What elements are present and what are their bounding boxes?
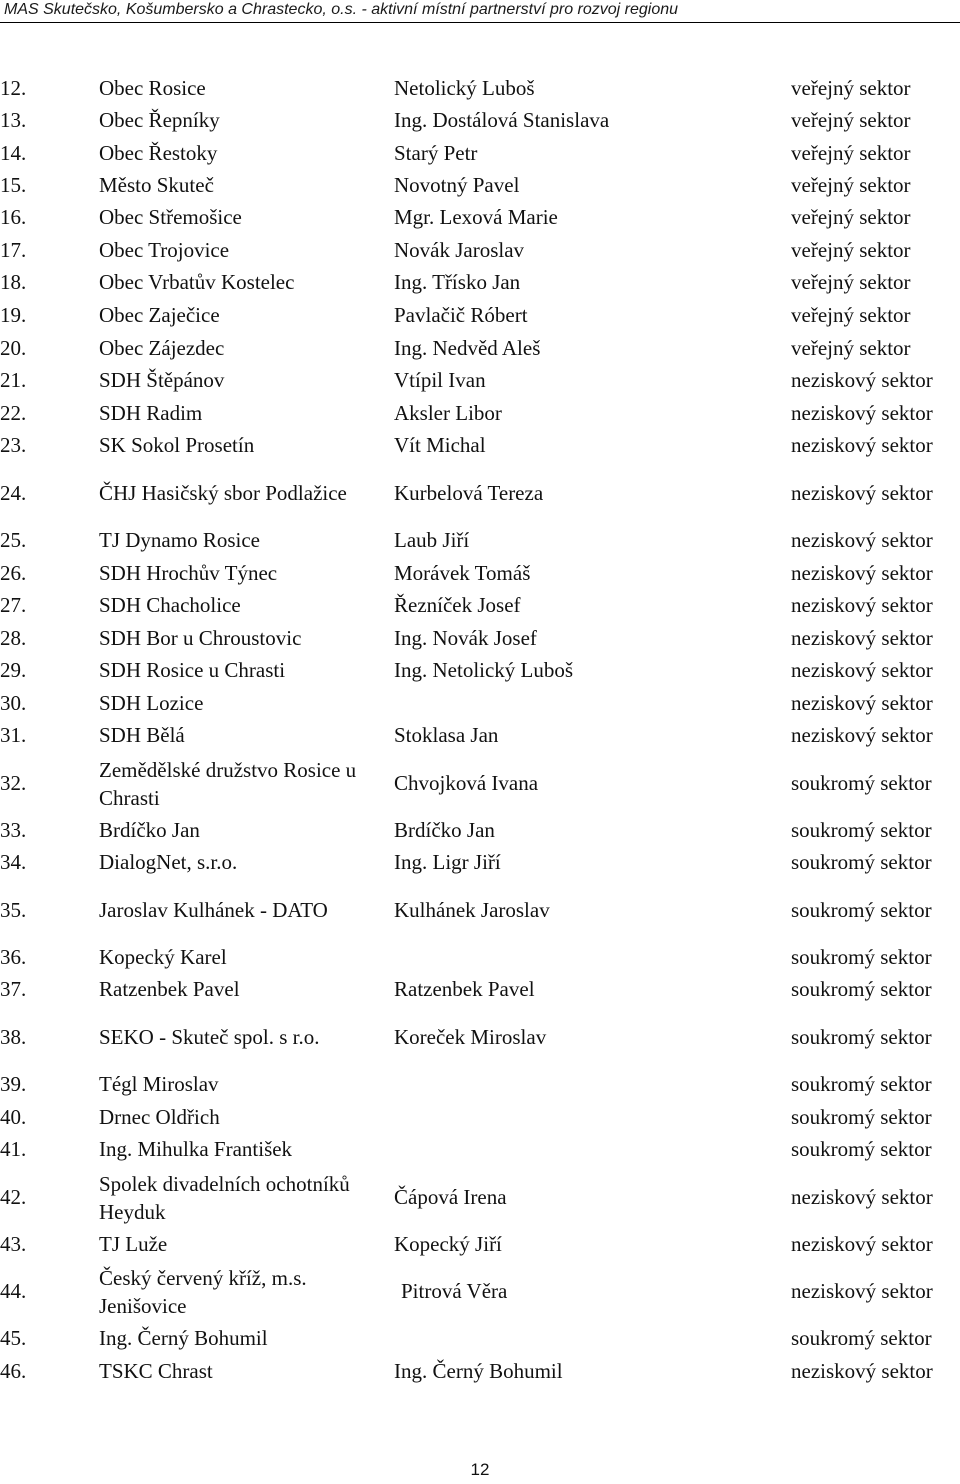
sector-label: neziskový sektor bbox=[791, 1232, 933, 1256]
row-number: 32. bbox=[0, 771, 27, 795]
row-number: 43. bbox=[0, 1232, 27, 1256]
sector-label: veřejný sektor bbox=[791, 76, 911, 100]
organization-name: Obec Trojovice bbox=[99, 238, 230, 262]
sector-label: neziskový sektor bbox=[791, 368, 933, 392]
row-number: 25. bbox=[0, 528, 27, 552]
page-number: 12 bbox=[470, 1460, 490, 1479]
row-number: 44. bbox=[0, 1279, 27, 1303]
organization-name: SDH Bělá bbox=[99, 723, 185, 747]
row-number: 39. bbox=[0, 1072, 27, 1096]
sector-label: neziskový sektor bbox=[791, 1359, 933, 1383]
organization-name: SK Sokol Prosetín bbox=[99, 433, 255, 457]
representative-name: Ing. Netolický Luboš bbox=[394, 658, 574, 682]
representative-name: Čápová Irena bbox=[394, 1185, 507, 1209]
organization-name: Obec Zaječice bbox=[99, 303, 220, 327]
row-number: 35. bbox=[0, 898, 27, 922]
row-number: 15. bbox=[0, 173, 27, 197]
sector-label: soukromý sektor bbox=[791, 945, 932, 969]
row-number: 33. bbox=[0, 818, 27, 842]
representative-name: Řezníček Josef bbox=[394, 593, 521, 617]
organization-name: TJ Luže bbox=[99, 1232, 168, 1256]
representative-name: Netolický Luboš bbox=[394, 76, 535, 100]
sector-label: soukromý sektor bbox=[791, 818, 932, 842]
row-number: 29. bbox=[0, 658, 27, 682]
representative-name: Kopecký Jiří bbox=[394, 1232, 502, 1256]
sector-label: veřejný sektor bbox=[791, 173, 911, 197]
sector-label: neziskový sektor bbox=[791, 401, 933, 425]
sector-label: veřejný sektor bbox=[791, 141, 911, 165]
sector-label: soukromý sektor bbox=[791, 977, 932, 1001]
organization-name: SDH Lozice bbox=[99, 691, 204, 715]
row-number: 34. bbox=[0, 850, 27, 874]
row-number: 21. bbox=[0, 368, 27, 392]
sector-label: neziskový sektor bbox=[791, 658, 933, 682]
organization-name: SDH Rosice u Chrasti bbox=[99, 658, 286, 682]
row-number: 19. bbox=[0, 303, 27, 327]
row-number: 40. bbox=[0, 1105, 27, 1129]
row-number: 41. bbox=[0, 1137, 27, 1161]
row-number: 17. bbox=[0, 238, 27, 262]
sector-label: soukromý sektor bbox=[791, 771, 932, 795]
row-number: 12. bbox=[0, 76, 27, 100]
sector-label: veřejný sektor bbox=[791, 303, 911, 327]
organization-name: Obec Řestoky bbox=[99, 141, 218, 165]
organization-name: Spolek divadelních ochotníků Heyduk bbox=[99, 1172, 350, 1224]
row-number: 23. bbox=[0, 433, 27, 457]
organization-name: Brdíčko Jan bbox=[99, 818, 200, 842]
row-number: 20. bbox=[0, 336, 27, 360]
representative-name: Aksler Libor bbox=[394, 401, 502, 425]
row-number: 38. bbox=[0, 1025, 27, 1049]
representative-name: Chvojková Ivana bbox=[394, 771, 539, 795]
representative-name: Stoklasa Jan bbox=[394, 723, 499, 747]
row-number: 16. bbox=[0, 205, 27, 229]
organization-name: Obec Střemošice bbox=[99, 205, 242, 229]
row-number: 30. bbox=[0, 691, 27, 715]
page-header: MAS Skutečsko, Košumbersko a Chrastecko, o.s. - aktivní místní partnerství pro rozvoj regionu bbox=[4, 1, 679, 18]
organization-name: Obec Řepníky bbox=[99, 108, 220, 132]
sector-label: veřejný sektor bbox=[791, 270, 911, 294]
sector-label: veřejný sektor bbox=[791, 205, 911, 229]
organization-name: Český červený kříž, m.s. Jenišovice bbox=[99, 1266, 307, 1318]
organization-name: Ing. Mihulka František bbox=[99, 1137, 293, 1161]
row-number: 46. bbox=[0, 1359, 27, 1383]
sector-label: neziskový sektor bbox=[791, 1279, 933, 1303]
sector-label: soukromý sektor bbox=[791, 1025, 932, 1049]
organization-name: Ing. Černý Bohumil bbox=[99, 1326, 268, 1350]
representative-name: Ing. Dostálová Stanislava bbox=[394, 108, 610, 132]
organization-name: ČHJ Hasičský sbor Podlažice bbox=[99, 481, 347, 505]
organization-name: SDH Štěpánov bbox=[99, 368, 225, 392]
row-number: 27. bbox=[0, 593, 27, 617]
representative-name: Morávek Tomáš bbox=[394, 561, 531, 585]
organization-name: SDH Chacholice bbox=[99, 593, 241, 617]
organization-name: SEKO - Skuteč spol. s r.o. bbox=[99, 1025, 320, 1049]
representative-name: Pitrová Věra bbox=[401, 1279, 508, 1303]
representative-name: Ing. Třísko Jan bbox=[394, 270, 521, 294]
sector-label: soukromý sektor bbox=[791, 1072, 932, 1096]
organization-name: TSKC Chrast bbox=[99, 1359, 213, 1383]
representative-name: Novák Jaroslav bbox=[394, 238, 525, 262]
representative-name: Vtípil Ivan bbox=[394, 368, 486, 392]
representative-name: Ing. Černý Bohumil bbox=[394, 1359, 563, 1383]
row-number: 36. bbox=[0, 945, 27, 969]
sector-label: neziskový sektor bbox=[791, 528, 933, 552]
representative-name: Mgr. Lexová Marie bbox=[394, 205, 558, 229]
sector-label: neziskový sektor bbox=[791, 433, 933, 457]
organization-name: Obec Zájezdec bbox=[99, 336, 225, 360]
representative-name: Starý Petr bbox=[394, 141, 478, 165]
row-number: 18. bbox=[0, 270, 27, 294]
representative-name: Ing. Nedvěd Aleš bbox=[394, 336, 541, 360]
sector-label: neziskový sektor bbox=[791, 481, 933, 505]
sector-label: soukromý sektor bbox=[791, 1137, 932, 1161]
organization-name: Obec Vrbatův Kostelec bbox=[99, 270, 295, 294]
sector-label: neziskový sektor bbox=[791, 593, 933, 617]
representative-name: Ing. Ligr Jiří bbox=[394, 850, 501, 874]
representative-name: Pavlačič Róbert bbox=[394, 303, 528, 327]
representative-name: Brdíčko Jan bbox=[394, 818, 495, 842]
row-number: 28. bbox=[0, 626, 27, 650]
row-number: 14. bbox=[0, 141, 27, 165]
sector-label: neziskový sektor bbox=[791, 1185, 933, 1209]
representative-name: Laub Jiří bbox=[394, 528, 470, 552]
organization-name: Jaroslav Kulhánek - DATO bbox=[99, 898, 328, 922]
representative-name: Novotný Pavel bbox=[394, 173, 520, 197]
organization-name: TJ Dynamo Rosice bbox=[99, 528, 260, 552]
sector-label: soukromý sektor bbox=[791, 1326, 932, 1350]
representative-name: Kulhánek Jaroslav bbox=[394, 898, 550, 922]
representative-name: Ing. Novák Josef bbox=[394, 626, 537, 650]
sector-label: soukromý sektor bbox=[791, 1105, 932, 1129]
organization-name: Drnec Oldřich bbox=[99, 1105, 220, 1129]
representative-name: Vít Michal bbox=[394, 433, 486, 457]
organization-name: Kopecký Karel bbox=[99, 945, 227, 969]
row-number: 37. bbox=[0, 977, 27, 1001]
row-number: 24. bbox=[0, 481, 27, 505]
representative-name: Ratzenbek Pavel bbox=[394, 977, 535, 1001]
sector-label: veřejný sektor bbox=[791, 238, 911, 262]
row-number: 13. bbox=[0, 108, 27, 132]
row-number: 22. bbox=[0, 401, 27, 425]
row-number: 42. bbox=[0, 1185, 27, 1209]
organization-name: Město Skuteč bbox=[99, 173, 214, 197]
organization-name: Obec Rosice bbox=[99, 76, 206, 100]
sector-label: neziskový sektor bbox=[791, 723, 933, 747]
organization-name: DialogNet, s.r.o. bbox=[99, 850, 238, 874]
row-number: 26. bbox=[0, 561, 27, 585]
representative-name: Kurbelová Tereza bbox=[394, 481, 544, 505]
sector-label: soukromý sektor bbox=[791, 898, 932, 922]
sector-label: neziskový sektor bbox=[791, 626, 933, 650]
header-divider bbox=[0, 22, 960, 23]
sector-label: neziskový sektor bbox=[791, 561, 933, 585]
row-number: 45. bbox=[0, 1326, 27, 1350]
organization-name: SDH Radim bbox=[99, 401, 203, 425]
organization-name: Ratzenbek Pavel bbox=[99, 977, 240, 1001]
organization-name: SDH Hrochův Týnec bbox=[99, 561, 278, 585]
sector-label: neziskový sektor bbox=[791, 691, 933, 715]
sector-label: veřejný sektor bbox=[791, 336, 911, 360]
sector-label: soukromý sektor bbox=[791, 850, 932, 874]
sector-label: veřejný sektor bbox=[791, 108, 911, 132]
organization-name: Tégl Miroslav bbox=[99, 1072, 219, 1096]
row-number: 31. bbox=[0, 723, 27, 747]
organization-name: Zemědělské družstvo Rosice u Chrasti bbox=[99, 758, 357, 810]
organization-name: SDH Bor u Chroustovic bbox=[99, 626, 302, 650]
representative-name: Koreček Miroslav bbox=[394, 1025, 547, 1049]
